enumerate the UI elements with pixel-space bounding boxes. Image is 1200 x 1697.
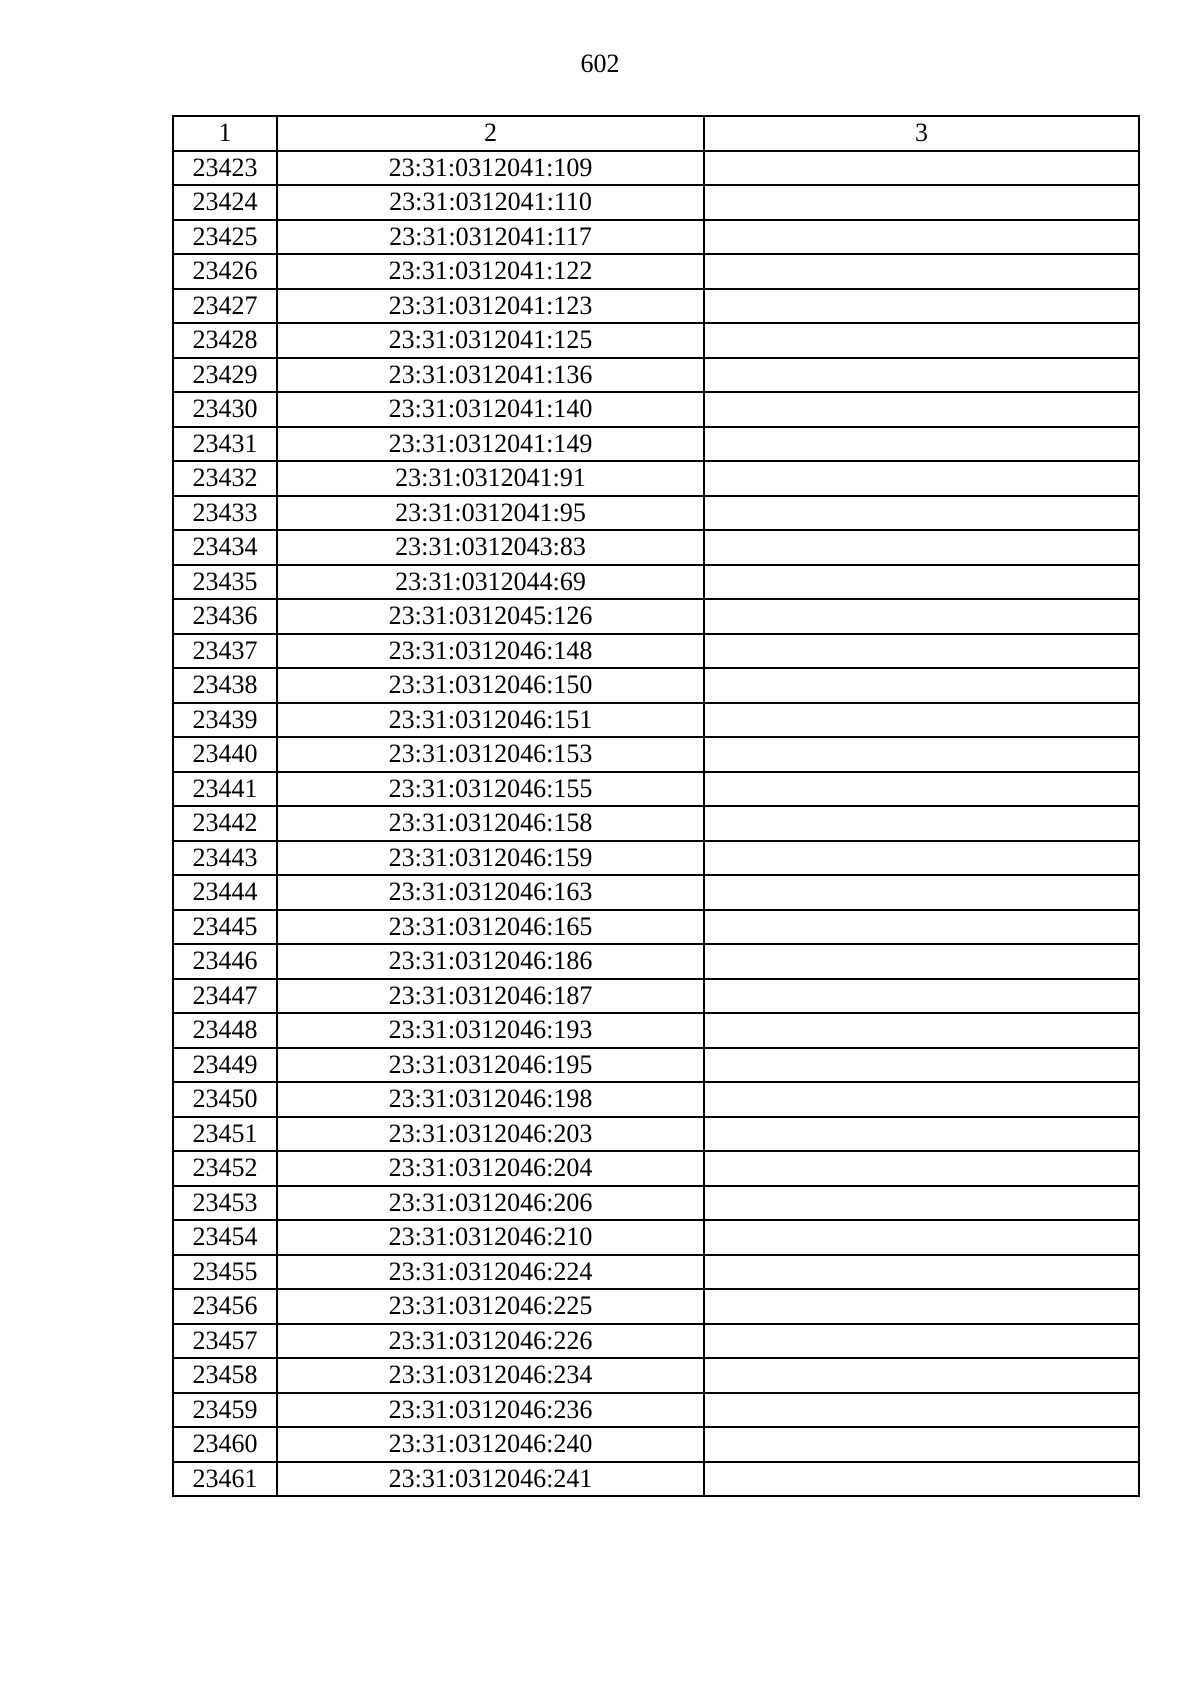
table-row: [173, 1393, 1139, 1428]
notes-cell: [704, 185, 1139, 220]
table-row: [173, 427, 1139, 462]
table-row: [173, 392, 1139, 427]
cadastral-number-cell: 23:31:0312043:83: [277, 530, 704, 565]
table-row: [173, 772, 1139, 807]
cadastral-number-cell: 23:31:0312046:225: [277, 1289, 704, 1324]
cadastral-number-cell: 23:31:0312041:123: [277, 289, 704, 324]
row-number-cell: 23439: [173, 703, 277, 738]
page-number: 602: [580, 49, 620, 78]
row-number-cell: 23427: [173, 289, 277, 324]
notes-cell: [704, 910, 1139, 945]
table-row: [173, 634, 1139, 669]
row-number-cell: 23448: [173, 1013, 277, 1048]
cadastral-number-cell: 23:31:0312046:158: [277, 806, 704, 841]
table-row: [173, 599, 1139, 634]
notes-cell: [704, 1151, 1139, 1186]
row-number-cell: 23436: [173, 599, 277, 634]
row-number-cell: 23451: [173, 1117, 277, 1152]
table-row: [173, 1151, 1139, 1186]
table-row: [173, 220, 1139, 255]
table-row: [173, 461, 1139, 496]
table-row: [173, 185, 1139, 220]
notes-cell: [704, 1220, 1139, 1255]
cadastral-number-cell: 23:31:0312045:126: [277, 599, 704, 634]
table-row: [173, 1358, 1139, 1393]
notes-cell: [704, 358, 1139, 393]
cadastral-number-cell: 23:31:0312041:125: [277, 323, 704, 358]
table-row: [173, 841, 1139, 876]
cadastral-number-cell: 23:31:0312046:226: [277, 1324, 704, 1359]
row-number-cell: 23425: [173, 220, 277, 255]
table-row: [173, 668, 1139, 703]
notes-cell: [704, 841, 1139, 876]
row-number-cell: 23441: [173, 772, 277, 807]
row-number-cell: 23453: [173, 1186, 277, 1221]
notes-cell: [704, 1048, 1139, 1083]
notes-cell: [704, 1013, 1139, 1048]
table-row: [173, 1082, 1139, 1117]
notes-cell: [704, 1358, 1139, 1393]
row-number-cell: 23434: [173, 530, 277, 565]
cadastral-number-cell: 23:31:0312046:186: [277, 944, 704, 979]
notes-cell: [704, 599, 1139, 634]
cadastral-number-cell: 23:31:0312046:198: [277, 1082, 704, 1117]
table-row: [173, 323, 1139, 358]
notes-cell: [704, 530, 1139, 565]
notes-cell: [704, 461, 1139, 496]
cadastral-number-cell: 23:31:0312044:69: [277, 565, 704, 600]
cadastral-number-cell: 23:31:0312041:91: [277, 461, 704, 496]
cadastral-number-cell: 23:31:0312041:122: [277, 254, 704, 289]
table-row: [173, 1220, 1139, 1255]
header-cell-1: 1: [173, 116, 277, 151]
table-row: [173, 358, 1139, 393]
cadastral-number-cell: 23:31:0312041:95: [277, 496, 704, 531]
header-cell-2: 2: [277, 116, 704, 151]
notes-cell: [704, 979, 1139, 1014]
notes-cell: [704, 254, 1139, 289]
notes-cell: [704, 737, 1139, 772]
table-row: [173, 254, 1139, 289]
notes-cell: [704, 220, 1139, 255]
table-row: [173, 151, 1139, 186]
cadastral-number-cell: 23:31:0312041:136: [277, 358, 704, 393]
notes-cell: [704, 944, 1139, 979]
table-header: [173, 116, 1139, 151]
notes-cell: [704, 496, 1139, 531]
notes-cell: [704, 289, 1139, 324]
row-number-cell: 23450: [173, 1082, 277, 1117]
cadastral-number-cell: 23:31:0312046:195: [277, 1048, 704, 1083]
row-number-cell: 23432: [173, 461, 277, 496]
notes-cell: [704, 772, 1139, 807]
row-number-cell: 23428: [173, 323, 277, 358]
row-number-cell: 23444: [173, 875, 277, 910]
cadastral-number-cell: 23:31:0312046:224: [277, 1255, 704, 1290]
table-row: [173, 1462, 1139, 1497]
cadastral-number-cell: 23:31:0312046:210: [277, 1220, 704, 1255]
cadastral-number-cell: 23:31:0312041:140: [277, 392, 704, 427]
notes-cell: [704, 1255, 1139, 1290]
header-row: [173, 116, 1139, 151]
cadastral-number-cell: 23:31:0312046:151: [277, 703, 704, 738]
table-row: [173, 1324, 1139, 1359]
cadastral-number-cell: 23:31:0312041:109: [277, 151, 704, 186]
cadastral-number-cell: 23:31:0312046:236: [277, 1393, 704, 1428]
cadastral-number-cell: 23:31:0312046:159: [277, 841, 704, 876]
cadastral-number-cell: 23:31:0312046:153: [277, 737, 704, 772]
notes-cell: [704, 1427, 1139, 1462]
table-body: [173, 151, 1139, 1497]
cadastral-number-cell: 23:31:0312046:150: [277, 668, 704, 703]
row-number-cell: 23429: [173, 358, 277, 393]
cadastral-number-cell: 23:31:0312041:117: [277, 220, 704, 255]
cadastral-number-cell: 23:31:0312046:206: [277, 1186, 704, 1221]
notes-cell: [704, 392, 1139, 427]
row-number-cell: 23452: [173, 1151, 277, 1186]
table-row: [173, 806, 1139, 841]
row-number-cell: 23459: [173, 1393, 277, 1428]
cadastral-number-cell: 23:31:0312046:163: [277, 875, 704, 910]
row-number-cell: 23440: [173, 737, 277, 772]
notes-cell: [704, 1117, 1139, 1152]
table-row: [173, 944, 1139, 979]
row-number-cell: 23446: [173, 944, 277, 979]
table-row: [173, 737, 1139, 772]
notes-cell: [704, 1082, 1139, 1117]
cadastral-number-cell: 23:31:0312046:165: [277, 910, 704, 945]
notes-cell: [704, 427, 1139, 462]
cadastral-number-cell: 23:31:0312046:240: [277, 1427, 704, 1462]
header-cell-3: 3: [704, 116, 1139, 151]
notes-cell: [704, 151, 1139, 186]
cadastral-number-cell: 23:31:0312046:193: [277, 1013, 704, 1048]
table-row: [173, 1186, 1139, 1221]
notes-cell: [704, 323, 1139, 358]
cadastral-number-cell: 23:31:0312046:203: [277, 1117, 704, 1152]
table-row: [173, 1013, 1139, 1048]
row-number-cell: 23442: [173, 806, 277, 841]
table-row: [173, 496, 1139, 531]
row-number-cell: 23454: [173, 1220, 277, 1255]
table-row: [173, 1427, 1139, 1462]
cadastral-number-cell: 23:31:0312046:155: [277, 772, 704, 807]
table-row: [173, 979, 1139, 1014]
row-number-cell: 23457: [173, 1324, 277, 1359]
row-number-cell: 23458: [173, 1358, 277, 1393]
row-number-cell: 23438: [173, 668, 277, 703]
row-number-cell: 23461: [173, 1462, 277, 1497]
notes-cell: [704, 1393, 1139, 1428]
table-row: [173, 875, 1139, 910]
notes-cell: [704, 1186, 1139, 1221]
cadastral-number-cell: 23:31:0312046:148: [277, 634, 704, 669]
notes-cell: [704, 668, 1139, 703]
row-number-cell: 23460: [173, 1427, 277, 1462]
row-number-cell: 23447: [173, 979, 277, 1014]
row-number-cell: 23426: [173, 254, 277, 289]
row-number-cell: 23456: [173, 1289, 277, 1324]
table-row: [173, 1289, 1139, 1324]
cadastral-table: [172, 115, 1140, 1497]
row-number-cell: 23455: [173, 1255, 277, 1290]
table-row: [173, 1255, 1139, 1290]
notes-cell: [704, 1324, 1139, 1359]
cadastral-number-cell: 23:31:0312046:241: [277, 1462, 704, 1497]
table-row: [173, 565, 1139, 600]
row-number-cell: 23449: [173, 1048, 277, 1083]
table-row: [173, 289, 1139, 324]
cadastral-number-cell: 23:31:0312046:234: [277, 1358, 704, 1393]
row-number-cell: 23423: [173, 151, 277, 186]
notes-cell: [704, 875, 1139, 910]
row-number-cell: 23437: [173, 634, 277, 669]
table-row: [173, 1117, 1139, 1152]
notes-cell: [704, 1462, 1139, 1497]
table-row: [173, 530, 1139, 565]
notes-cell: [704, 1289, 1139, 1324]
row-number-cell: 23435: [173, 565, 277, 600]
notes-cell: [704, 565, 1139, 600]
row-number-cell: 23433: [173, 496, 277, 531]
notes-cell: [704, 806, 1139, 841]
cadastral-number-cell: 23:31:0312041:149: [277, 427, 704, 462]
cadastral-number-cell: 23:31:0312046:187: [277, 979, 704, 1014]
notes-cell: [704, 703, 1139, 738]
table-row: [173, 703, 1139, 738]
row-number-cell: 23443: [173, 841, 277, 876]
table-row: [173, 1048, 1139, 1083]
cadastral-number-cell: 23:31:0312041:110: [277, 185, 704, 220]
row-number-cell: 23431: [173, 427, 277, 462]
row-number-cell: 23445: [173, 910, 277, 945]
row-number-cell: 23430: [173, 392, 277, 427]
row-number-cell: 23424: [173, 185, 277, 220]
notes-cell: [704, 634, 1139, 669]
table-row: [173, 910, 1139, 945]
cadastral-number-cell: 23:31:0312046:204: [277, 1151, 704, 1186]
